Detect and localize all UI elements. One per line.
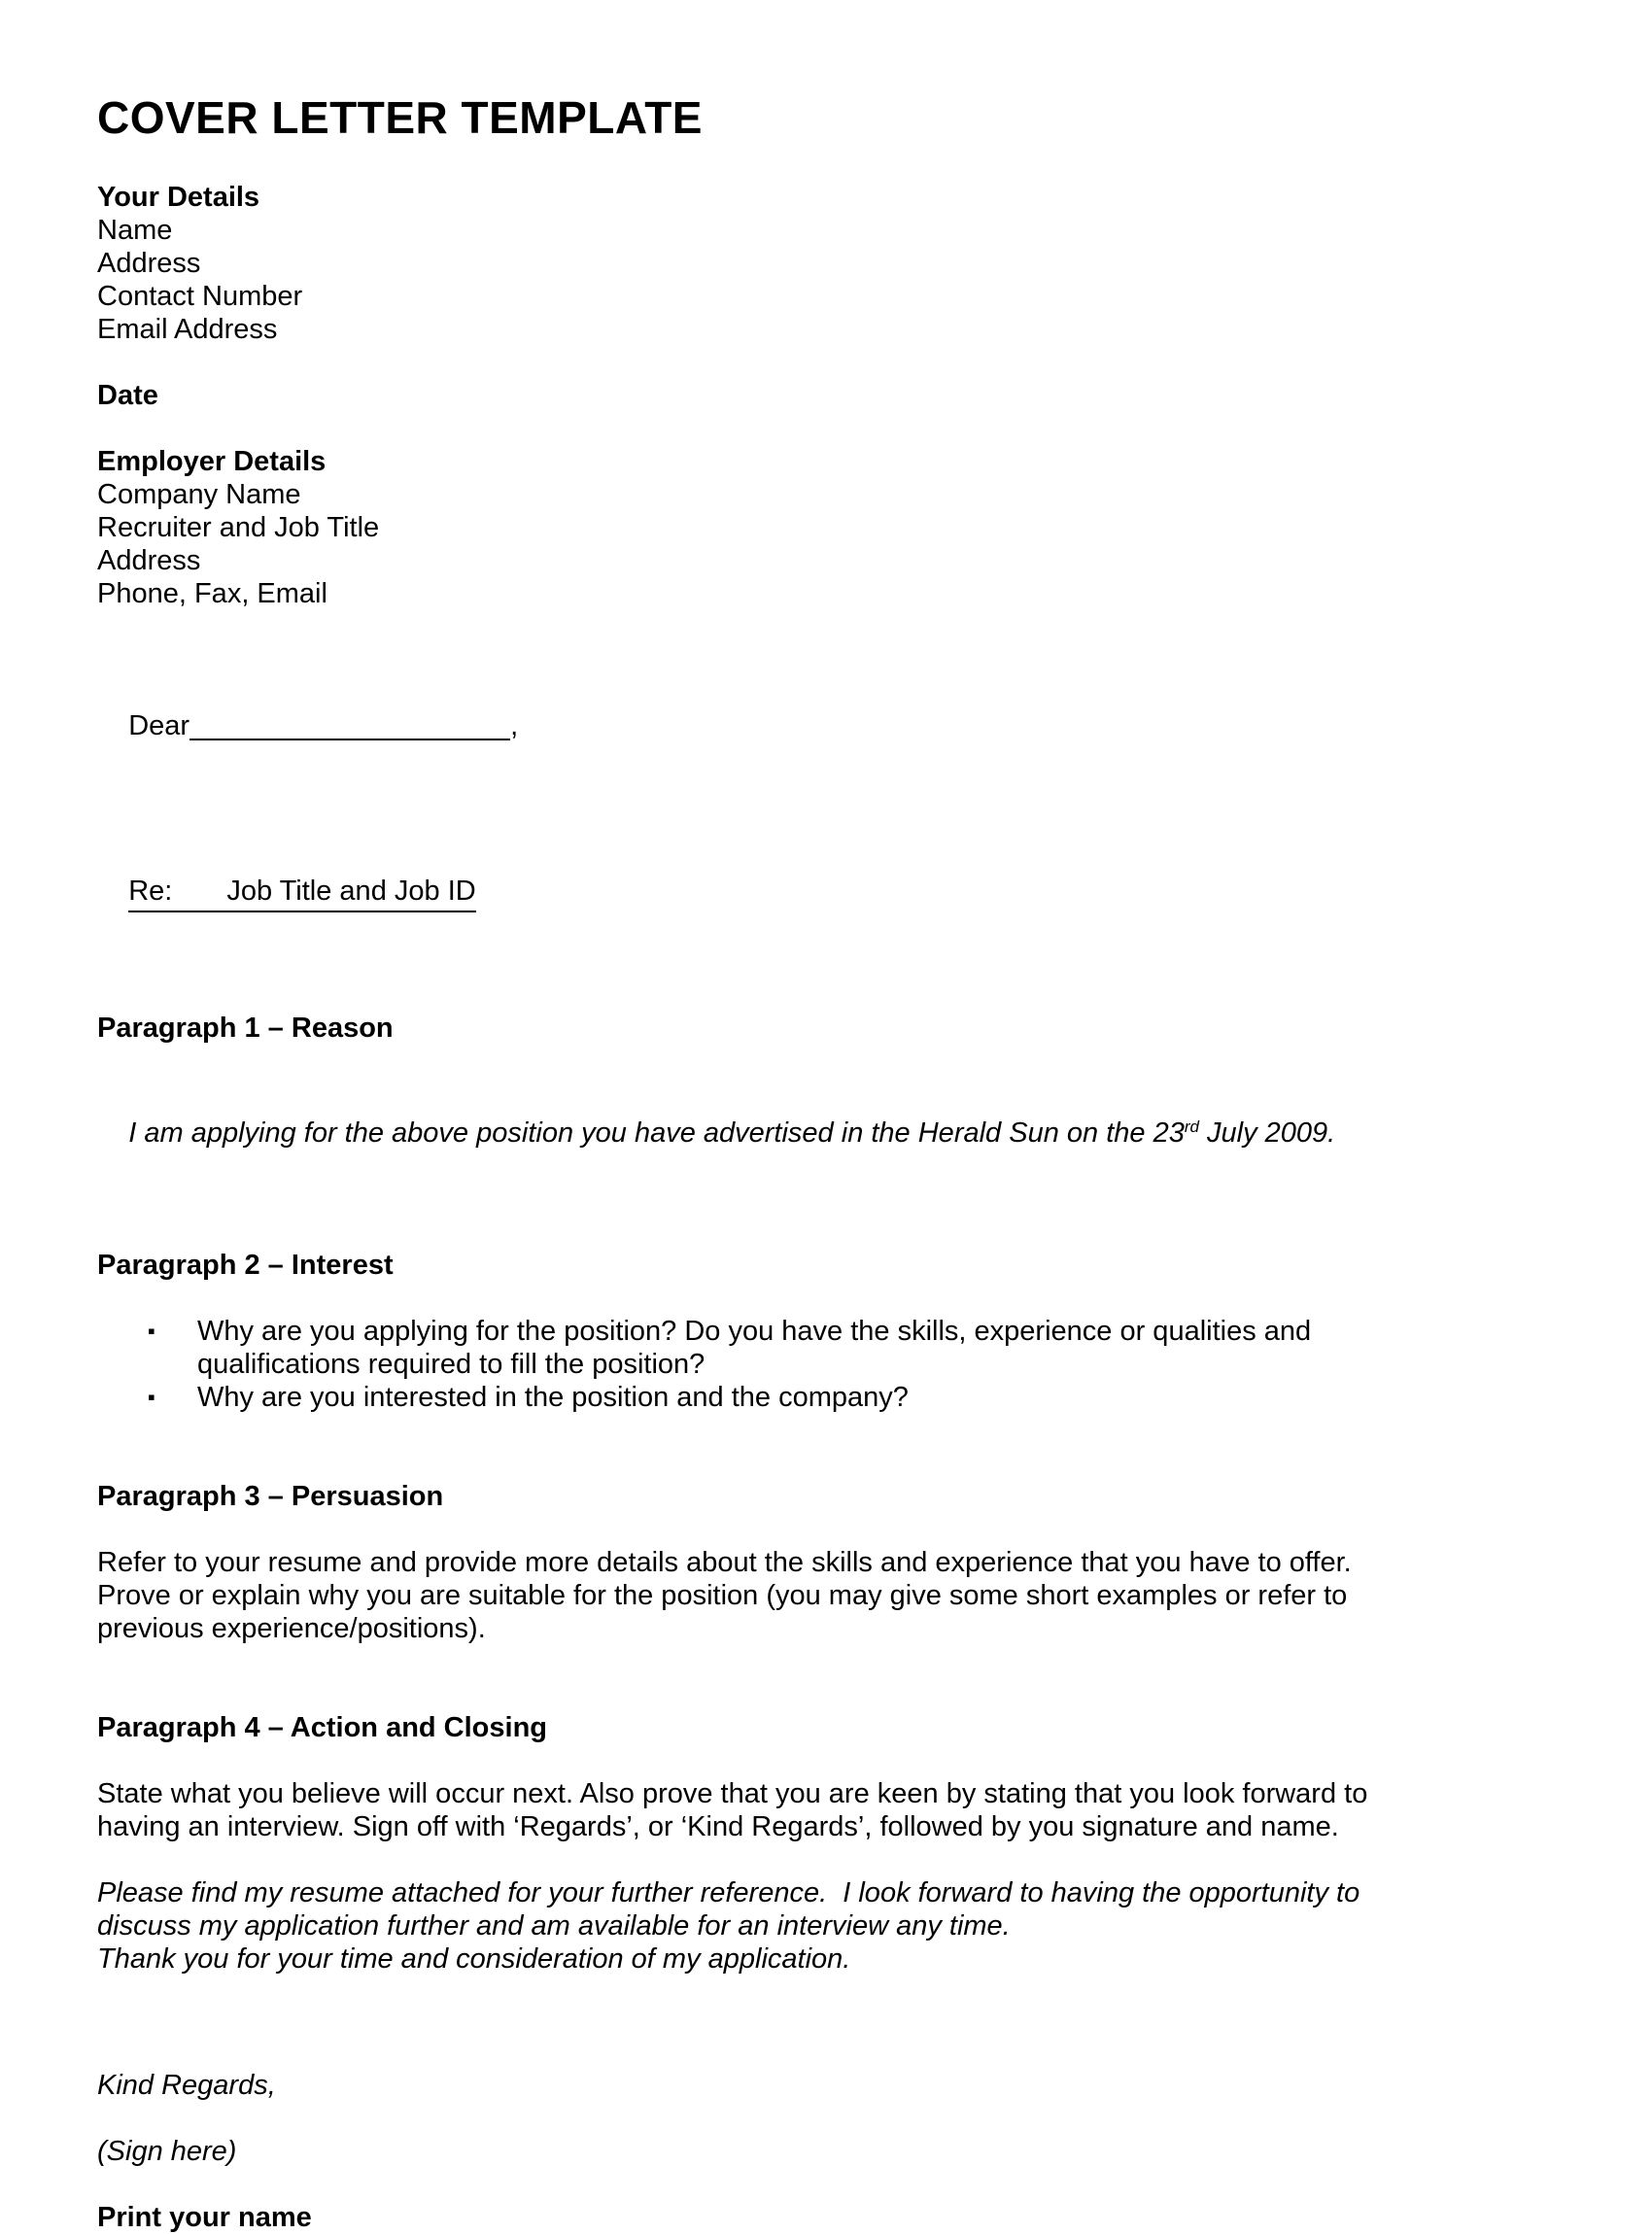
paragraph4-line2: having an interview. Sign off with ‘Regards’, or ‘Kind Regards’, followed by you signature and name. [97, 1811, 1339, 1842]
bullet1-line2: qualifications required to fill the position? [197, 1349, 706, 1380]
sign-off: Kind Regards, [97, 2070, 276, 2101]
your-details-section [97, 181, 1565, 346]
bullet-icon: ▪ [148, 1385, 155, 1409]
your-details-email-address: Email Address [97, 314, 278, 345]
bullet-item [97, 1381, 1565, 1414]
salutation-label: Dear [128, 710, 190, 741]
paragraph1-text-end: July 2009. [1198, 1117, 1336, 1149]
closing-line1: Please find my resume attached for your further reference. I look forward to having the opportunity to [97, 1877, 1360, 1908]
subject-label: Re: [128, 876, 173, 907]
paragraph4-text [97, 1777, 1565, 1843]
employer-company-name: Company Name [97, 479, 301, 510]
paragraph2-heading: Paragraph 2 – Interest [97, 1250, 394, 1281]
paragraph3-line2: Prove or explain why you are suitable for the position (you may give some short examples or refer to [97, 1580, 1348, 1611]
sign-here-placeholder: (Sign here) [97, 2136, 237, 2167]
paragraph1-text [97, 1078, 1565, 1183]
employer-address: Address [97, 545, 201, 576]
subject-underlined-text [128, 875, 475, 912]
employer-recruiter-job-title: Recruiter and Job Title [97, 512, 380, 543]
your-details-contact-number: Contact Number [97, 281, 303, 312]
bullet-item [97, 1315, 1565, 1381]
employer-details-section [97, 445, 1565, 610]
salutation-fill-in-blank [189, 717, 510, 740]
paragraph2-bullet-list [97, 1315, 1565, 1414]
bullet1-line1: Why are you applying for the position? Do you have the skills, experience or qualities and [197, 1316, 1312, 1347]
bullet2-line1: Why are you interested in the position and the company? [197, 1382, 909, 1413]
paragraph1-heading: Paragraph 1 – Reason [97, 1013, 394, 1044]
subject-text: Job Title and Job ID [226, 876, 476, 907]
your-details-heading: Your Details [97, 182, 260, 213]
salutation-comma: , [510, 710, 519, 741]
paragraph4-heading: Paragraph 4 – Action and Closing [97, 1712, 548, 1743]
print-name-label: Print your name [97, 2202, 312, 2233]
paragraph1-ordinal-superscript: rd [1184, 1117, 1199, 1136]
paragraph3-line1: Refer to your resume and provide more details about the skills and experience that you have to offer. [97, 1547, 1352, 1578]
your-details-address: Address [97, 248, 201, 279]
paragraph3-heading: Paragraph 3 – Persuasion [97, 1481, 444, 1512]
your-details-name: Name [97, 215, 173, 246]
employer-phone-fax-email: Phone, Fax, Email [97, 578, 327, 609]
paragraph3-line3: previous experience/positions). [97, 1613, 486, 1644]
date-heading: Date [97, 380, 158, 411]
salutation-line [97, 676, 1565, 775]
closing-text [97, 1876, 1565, 1976]
paragraph1-text-start: I am applying for the above position you have advertised in the Herald Sun on the 23 [128, 1117, 1185, 1149]
bullet-icon: ▪ [148, 1319, 155, 1343]
employer-details-heading: Employer Details [97, 446, 327, 477]
closing-line3: Thank you for your time and consideration of my application. [97, 1943, 851, 1975]
subject-tab-spacer [172, 899, 226, 900]
closing-line2: discuss my application further and am available for an interview any time. [97, 1910, 1011, 1942]
paragraph4-line1: State what you believe will occur next. Also prove that you are keen by stating that you look forward to [97, 1778, 1368, 1809]
paragraph3-text [97, 1546, 1565, 1645]
document-title: COVER LETTER TEMPLATE [97, 92, 703, 143]
subject-line [97, 842, 1565, 945]
